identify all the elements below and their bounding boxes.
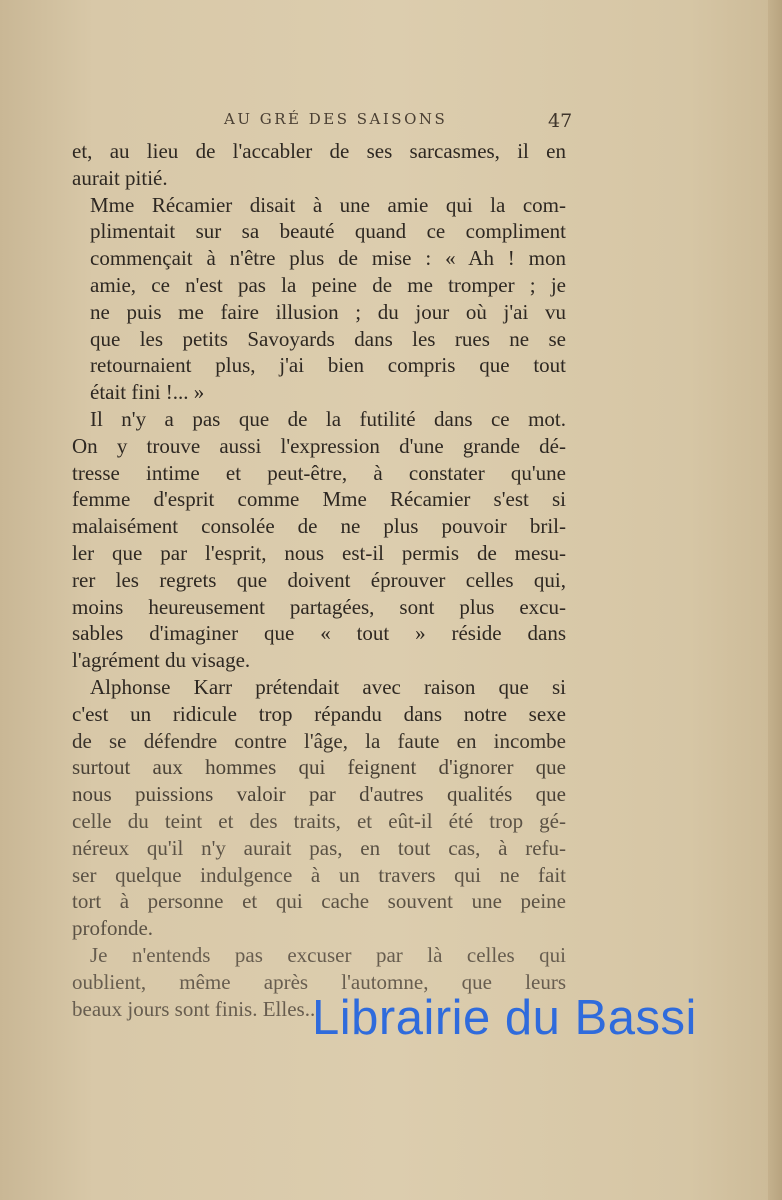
text-line: On y trouve aussi l'expression d'une grande dé- <box>72 433 566 458</box>
text-line: celle du teint et des traits, et eût-il été trop gé- <box>72 808 566 833</box>
text-line: femme d'esprit comme Mme Récamier s'est si <box>72 487 566 512</box>
text-line: rer les regrets que doivent éprouver celles qui, <box>72 567 566 592</box>
text-line: amie, ce n'est pas la peine de me tromper ; je <box>90 272 566 297</box>
paragraph <box>72 406 566 674</box>
paragraph <box>72 192 566 406</box>
text-line: plimentait sur sa beauté quand ce compliment <box>90 219 566 244</box>
page-edge <box>768 0 782 1200</box>
page-number: 47 <box>548 110 573 132</box>
text-line: oublient, même après l'automne, que leurs <box>72 969 566 994</box>
text-line: sables d'imaginer que « tout » réside dans <box>72 621 566 646</box>
running-head <box>0 108 782 138</box>
text-line: tresse intime et peut-être, à constater qu'une <box>72 460 566 485</box>
text-line: aurait pitié. <box>72 165 168 190</box>
text-line: ser quelque indulgence à un travers qui ne fait <box>72 862 566 887</box>
text-line: de se défendre contre l'âge, la faute en incombe <box>72 728 566 753</box>
text-line: et, au lieu de l'accabler de ses sarcasmes, il en <box>72 139 566 163</box>
text-line: que les petits Savoyards dans les rues ne se <box>90 326 566 351</box>
text-line: tort à personne et qui cache souvent une peine <box>72 889 566 914</box>
text-line: surtout aux hommes qui feignent d'ignorer que <box>72 755 566 780</box>
text-line: moins heureusement partagées, sont plus excu- <box>72 594 566 619</box>
text-line: ler que par l'esprit, nous est-il permis de mesu- <box>72 540 566 565</box>
text-line: l'agrément du visage. <box>72 648 251 673</box>
text-line: beaux jours sont finis. Elles... <box>72 996 321 1021</box>
text-line: nous puissions valoir par d'autres qualités que <box>72 782 566 807</box>
paragraph <box>72 138 566 192</box>
text-line: ne puis me faire illusion ; du jour où j'ai vu <box>90 299 566 324</box>
paragraph <box>72 674 566 942</box>
text-line: commençait à n'être plus de mise : « Ah ! mon <box>90 246 566 271</box>
text-line: néreux qu'il n'y aurait pas, en tout cas, à refu- <box>72 835 566 860</box>
watermark: Librairie du Bassi <box>312 991 697 1045</box>
running-head-title: AU GRÉ DES SAISONS <box>224 110 448 128</box>
text-line: profonde. <box>72 916 154 941</box>
text-line: retournaient plus, j'ai bien compris que tout <box>90 353 566 378</box>
text-line: Alphonse Karr prétendait avec raison que si <box>90 674 566 699</box>
text-line: était fini !... » <box>90 380 205 405</box>
text-line: Mme Récamier disait à une amie qui la com- <box>90 192 566 217</box>
text-line: Je n'entends pas excuser par là celles qui <box>90 942 566 967</box>
text-line: c'est un ridicule trop répandu dans notre sexe <box>72 701 566 726</box>
body-text <box>72 138 566 1022</box>
text-line: Il n'y a pas que de la futilité dans ce mot. <box>90 406 566 431</box>
text-line: malaisément consolée de ne plus pouvoir bril- <box>72 514 566 539</box>
